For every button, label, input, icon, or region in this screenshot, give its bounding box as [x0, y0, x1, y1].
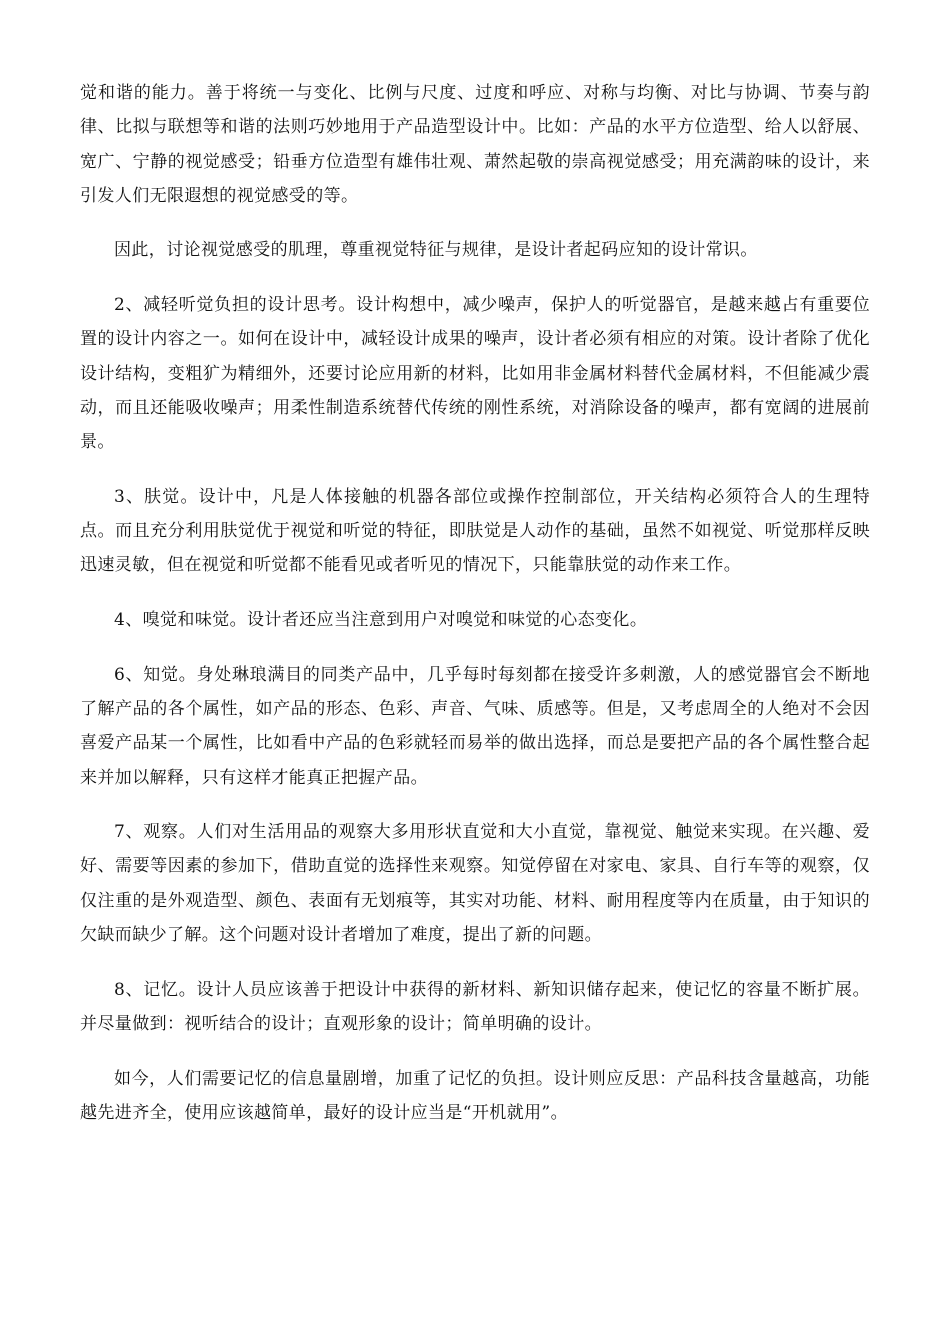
paragraph-touch: 3、肤觉。设计中，凡是人体接触的机器各部位或操作控制部位，开关结构必须符合人的生理特点。而且充分利用肤觉优于视觉和听觉的特征，即肤觉是人动作的基础，虽然不如视觉、听觉那样反映迅速灵敏，但在视觉和听觉都不能看见或者听见的情况下，只能靠肤觉的动作来工作。 [80, 486, 870, 576]
paragraph-memory: 8、记忆。设计人员应该善于把设计中获得的新材料、新知识储存起来，使记忆的容量不断扩展。并尽量做到：视听结合的设计；直观形象的设计；简单明确的设计。 [80, 979, 870, 1034]
paragraph-hearing: 2、减轻听觉负担的设计思考。设计构想中，减少噪声，保护人的听觉器官，是越来越占有重要位置的设计内容之一。如何在设计中，减轻设计成果的噪声，设计者必须有相应的对策。设计者除了优化设计结构，变粗犷为精细外，还要讨论应用新的材料，比如用非金属材料替代金属材料，不但能减少震动，而且还能吸收噪声；用柔性制造系统替代传统的刚性系统，对消除设备的噪声，都有宽阔的进展前景。 [80, 295, 870, 453]
paragraph-observation: 7、观察。人们对生活用品的观察大多用形状直觉和大小直觉，靠视觉、触觉来实现。在兴趣、爱好、需要等因素的参加下，借助直觉的选择性来观察。知觉停留在对家电、家具、自行车等的观察，仅仅注重的是外观造型、颜色、表面有无划痕等，其实对功能、材料、耐用程度等内在质量，由于知识的欠缺而缺少了解。这个问题对设计者增加了难度，提出了新的问题。 [80, 822, 870, 946]
paragraph-smell-taste: 4、嗅觉和味觉。设计者还应当注意到用户对嗅觉和味觉的心态变化。 [114, 610, 648, 631]
document-page [80, 76, 870, 1150]
paragraph-visual-conclusion: 因此，讨论视觉感受的肌理，尊重视觉特征与规律，是设计者起码应知的设计常识。 [114, 240, 758, 261]
paragraph-memory-reflection: 如今，人们需要记忆的信息量剧增，加重了记忆的负担。设计则应反思：产品科技含量越高，功能越先进齐全，使用应该越简单，最好的设计应当是“开机就用”。 [80, 1068, 870, 1123]
paragraph-perception: 6、知觉。身处琳琅满目的同类产品中，几乎每时每刻都在接受许多刺激，人的感觉器官会不断地了解产品的各个属性，如产品的形态、色彩、声音、气味、质感等。但是，又考虑周全的人绝对不会因喜爱产品某一个属性，比如看中产品的色彩就轻而易举的做出选择，而总是要把产品的各个属性整合起来并加以解释，只有这样才能真正把握产品。 [80, 664, 870, 788]
paragraph-visual-harmony-continuation: 觉和谐的能力。善于将统一与变化、比例与尺度、过度和呼应、对称与均衡、对比与协调、节奏与韵律、比拟与联想等和谐的法则巧妙地用于产品造型设计中。比如：产品的水平方位造型、给人以舒展、宽广、宁静的视觉感受；铅垂方位造型有雄伟壮观、萧然起敬的崇高视觉感受；用充满韵味的设计，来引发人们无限遐想的视觉感受的等。 [80, 83, 870, 206]
